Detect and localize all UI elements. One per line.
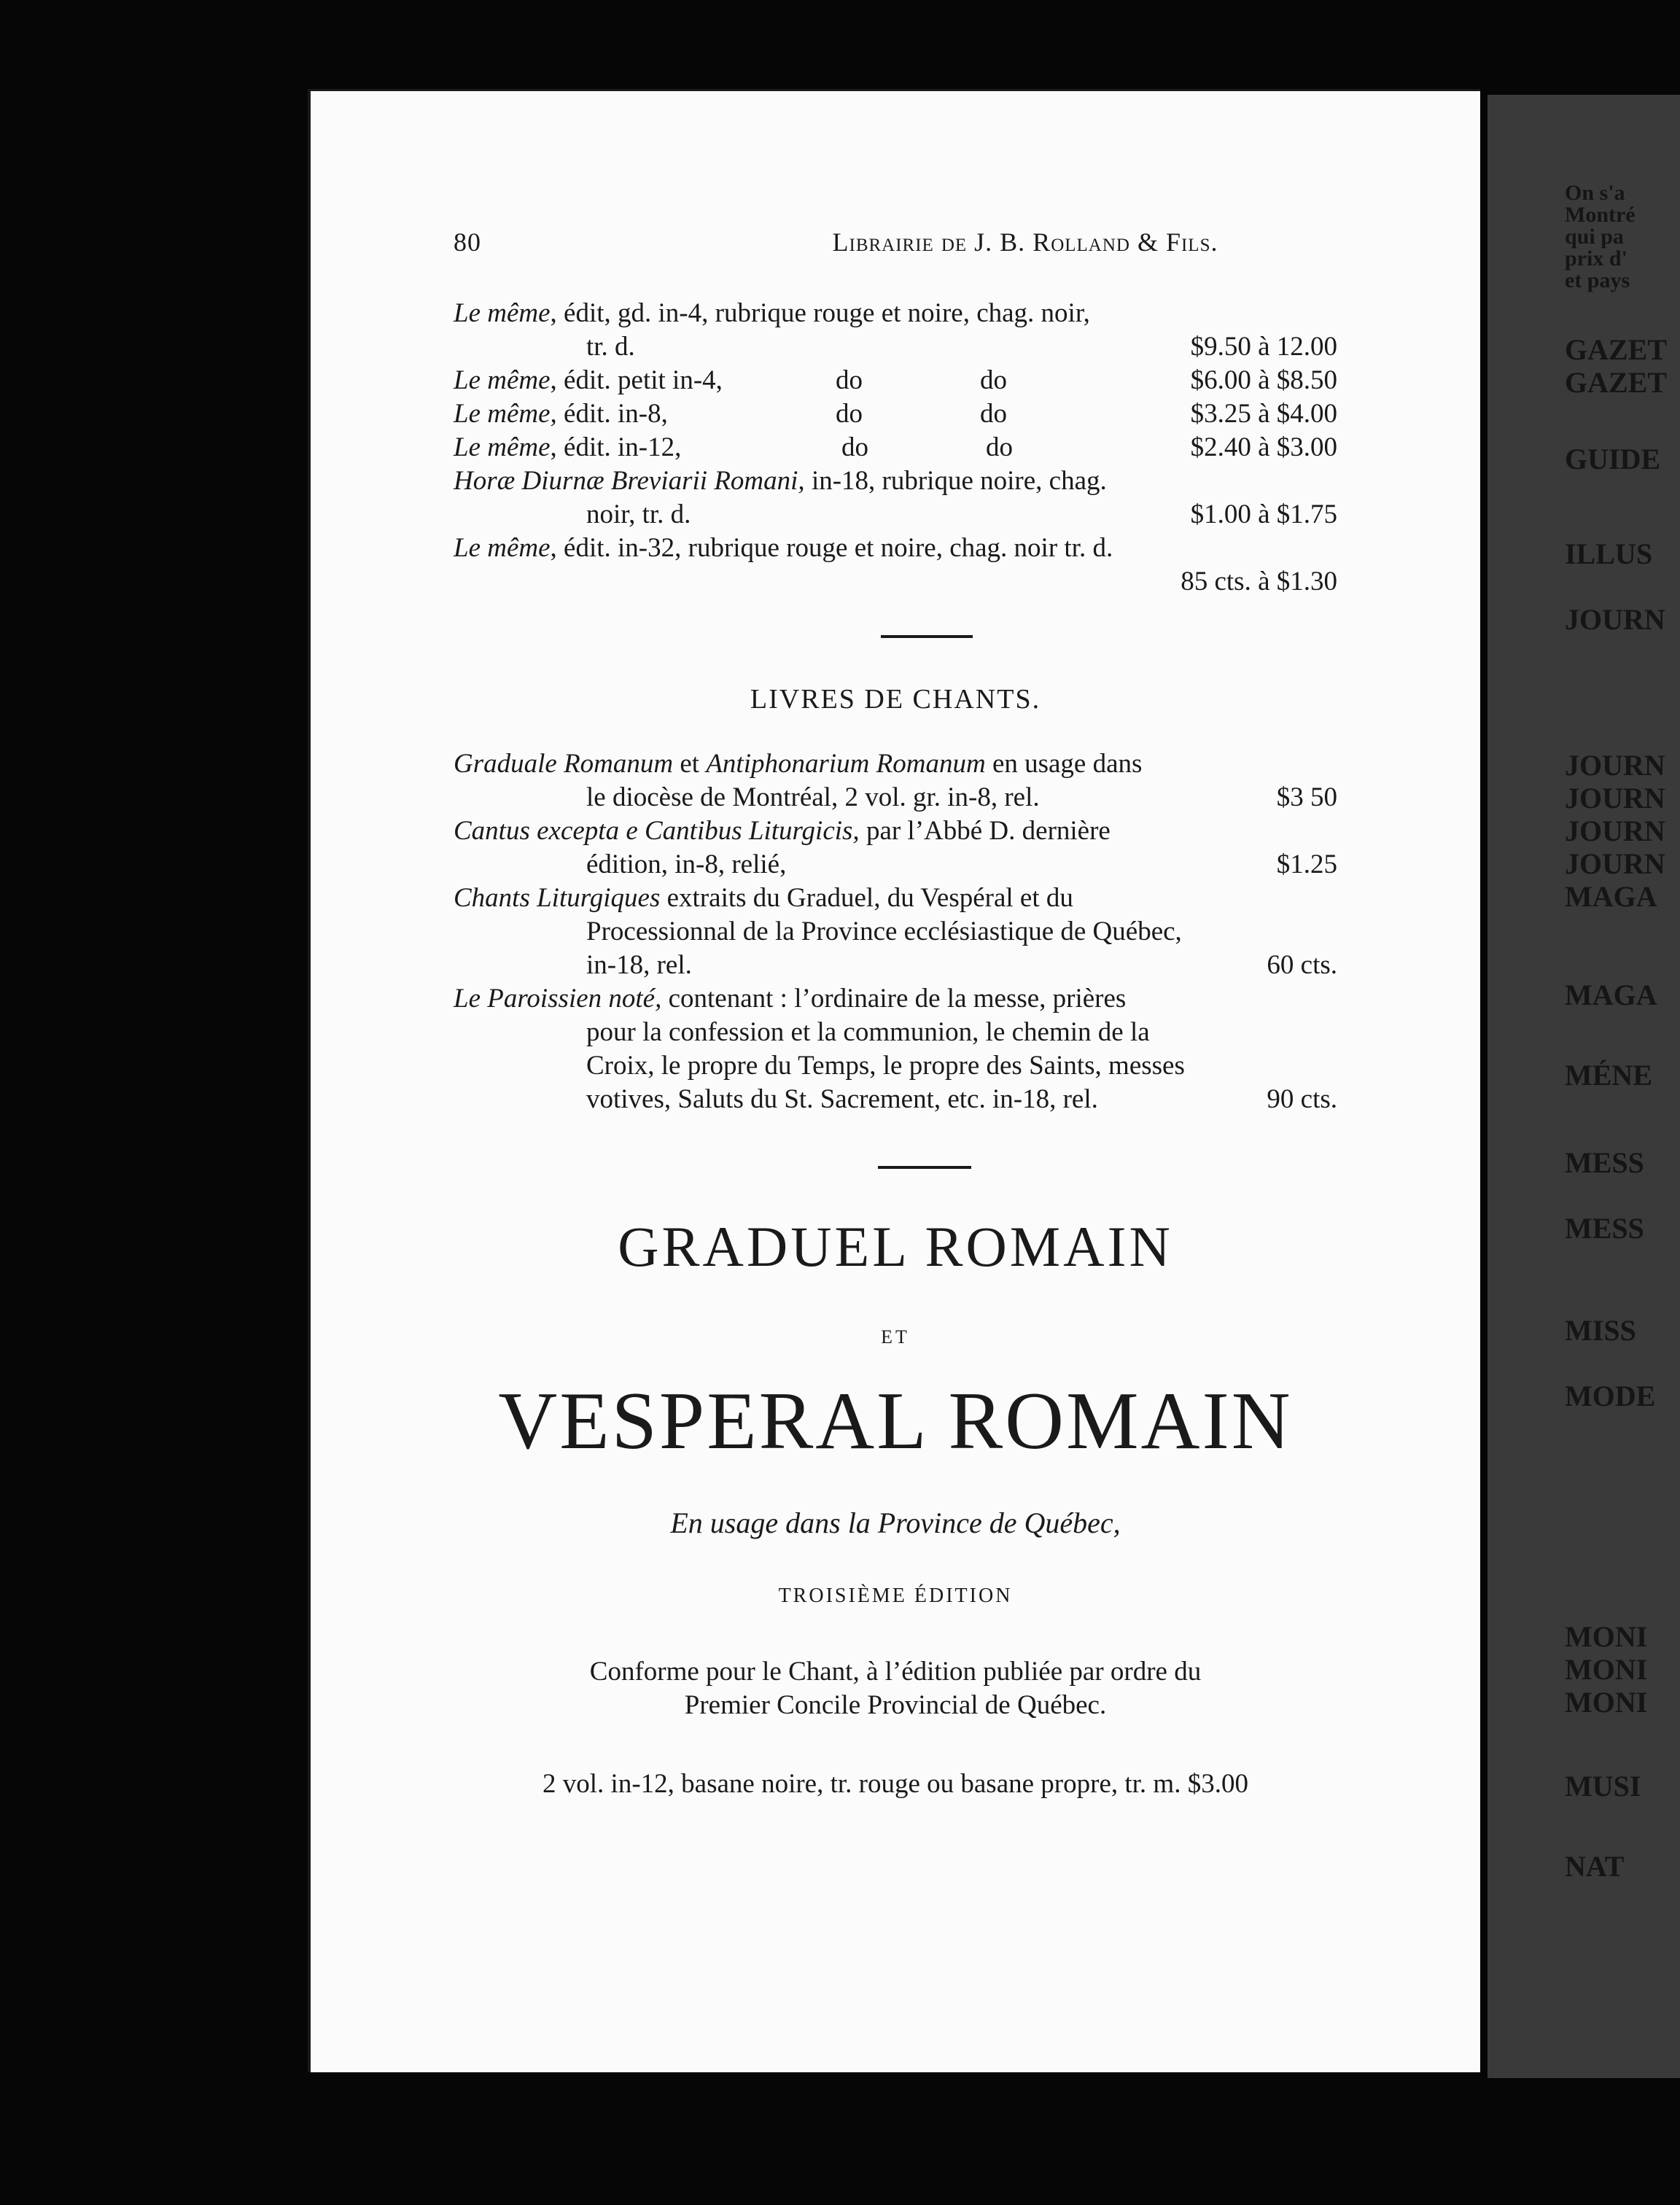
ditto-mark: do [841,432,868,462]
facing-fragment: MONI [1565,1620,1648,1653]
facing-fragment: GUIDE [1565,443,1661,475]
ditto-mark: do [980,365,1007,395]
ditto-mark: do [980,399,1007,429]
facing-fragment: MONI [1565,1653,1648,1686]
entry-line [454,431,681,464]
entry-price: $9.50 à 12.00 [1190,332,1337,362]
facing-fragment: MESS [1565,1212,1644,1245]
entry-text: , édit. in-32, rubrique rouge et noire, chag. noir tr. d. [550,533,1113,563]
item-price: $3 50 [1276,782,1337,812]
entry-title: Le même [454,365,551,395]
advert-subtitle: En usage dans la Province de Québec, [670,1506,1121,1539]
catalog-item-line [454,814,1111,848]
section-heading: LIVRES DE CHANTS. [750,684,1041,715]
entry-line-2: tr. d. [586,332,635,362]
advert-edition: TROISIÈME ÉDITION [778,1584,1013,1607]
entry-title: Le même [454,533,551,563]
item-line-2: édition, in-8, relié, [586,849,787,879]
item-title: Cantus excepta e Cantibus Liturgicis, [454,816,860,846]
entry-line [454,297,1337,330]
entry-text: , édit, gd. in-4, rubrique rouge et noire, chag. noir, [550,298,1090,328]
entry-text: édit. in-8, [556,399,668,429]
item-text: par l’Abbé D. dernière [859,816,1111,846]
ditto-mark: do [986,432,1013,462]
item-text: contenant : l’ordinaire de la messe, prières [661,984,1127,1014]
item-title: Chants Liturgiques [454,883,661,913]
entry-line [454,397,668,431]
item-title: Graduale Romanum [454,749,674,779]
facing-fragment: MUSI [1565,1770,1641,1802]
entry-line-2: noir, tr. d. [586,499,691,529]
advert-note-line-1: Conforme pour le Chant, à l’édition publiée par ordre du [589,1657,1202,1687]
item-title: Le Paroissien noté, [454,984,662,1014]
entry-price: $2.40 à $3.00 [1190,432,1337,462]
catalog-item-line [454,882,1073,915]
item-text: extraits du Graduel, du Vespéral et du [660,883,1073,913]
item-line-2: Processionnal de la Province ecclésiastique de Québec, [586,917,1182,946]
item-line-3: Croix, le propre du Temps, le propre des Saints, messes [586,1051,1185,1081]
item-title: Antiphonarium Romanum [706,749,986,779]
facing-fragment: prix d' [1565,246,1628,271]
facing-fragment: On s'a [1565,181,1625,205]
facing-fragment: MÉNE [1565,1059,1652,1092]
item-line-2: pour la confession et la communion, le chemin de la [586,1017,1150,1047]
catalog-item-line [454,747,1142,781]
facing-fragment: MODE [1565,1380,1656,1412]
item-price: 90 cts. [1267,1084,1337,1114]
entry-title: Le même [454,432,551,462]
advert-note-line-2: Premier Concile Provincial de Québec. [684,1690,1107,1720]
entry-line [454,364,723,397]
page-number: 80 [454,228,481,257]
item-price: $1.25 [1276,849,1337,879]
item-line-3: in-18, rel. [586,950,692,980]
item-price: 60 cts. [1267,950,1337,980]
entry-title: Horæ Diurnæ Breviarii Romani, [454,466,805,496]
facing-fragment: MAGA [1565,979,1657,1011]
entry-price: $3.25 à $4.00 [1190,399,1337,429]
running-title: Librairie de J. B. Rolland & Fils. [832,228,1218,257]
facing-fragment: ILLUS [1565,537,1653,570]
facing-fragment: JOURN [1565,814,1665,847]
facing-fragment: et pays [1565,268,1630,292]
facing-fragment: MESS [1565,1146,1644,1179]
entry-price: $6.00 à $8.50 [1190,365,1337,395]
entry-price: 85 cts. à $1.30 [1181,567,1337,596]
catalog-item-line [454,982,1126,1016]
facing-page-strip [1488,95,1680,2078]
entry-text: , édit. in-12, [550,432,682,462]
facing-fragment: MAGA [1565,880,1657,913]
facing-fragment: JOURN [1565,782,1665,814]
advert-offer: 2 vol. in-12, basane noire, tr. rouge ou basane propre, tr. m. $3.00 [542,1769,1248,1799]
entry-price: $1.00 à $1.75 [1190,499,1337,529]
facing-fragment: Montré [1565,203,1636,227]
item-line-4: votives, Saluts du St. Sacrement, etc. in-18, rel. [586,1084,1098,1114]
facing-fragment: qui pa [1565,225,1624,249]
entry-text: , édit. petit in-4, [550,365,723,395]
entry-line [454,464,1337,498]
facing-fragment: MONI [1565,1686,1648,1719]
advert-conjunction: ET [881,1326,910,1348]
facing-fragment: JOURN [1565,603,1665,636]
entry-title: Le même [454,298,551,328]
entry-title: Le même, [454,399,557,429]
facing-fragment: JOURN [1565,749,1665,782]
ditto-mark: do [836,365,863,395]
advert-title-1: GRADUEL ROMAIN [618,1215,1173,1278]
section-divider [878,1166,971,1169]
advert-title-2: VESPERAL ROMAIN [498,1376,1293,1466]
facing-fragment: JOURN [1565,847,1665,880]
facing-fragment: NAT [1565,1850,1625,1883]
entry-text: in-18, rubrique noire, chag. [804,466,1107,496]
catalog-page [308,89,1480,2072]
item-line-2: le diocèse de Montréal, 2 vol. gr. in-8, rel. [586,782,1040,812]
section-divider [881,635,973,638]
ditto-mark: do [836,399,863,429]
facing-fragment: MISS [1565,1314,1636,1347]
entry-line [454,532,1337,565]
facing-fragment: GAZET [1565,366,1668,399]
facing-fragment: GAZET [1565,333,1668,366]
item-text: en usage dans [985,749,1143,779]
item-conj: et [673,749,707,779]
